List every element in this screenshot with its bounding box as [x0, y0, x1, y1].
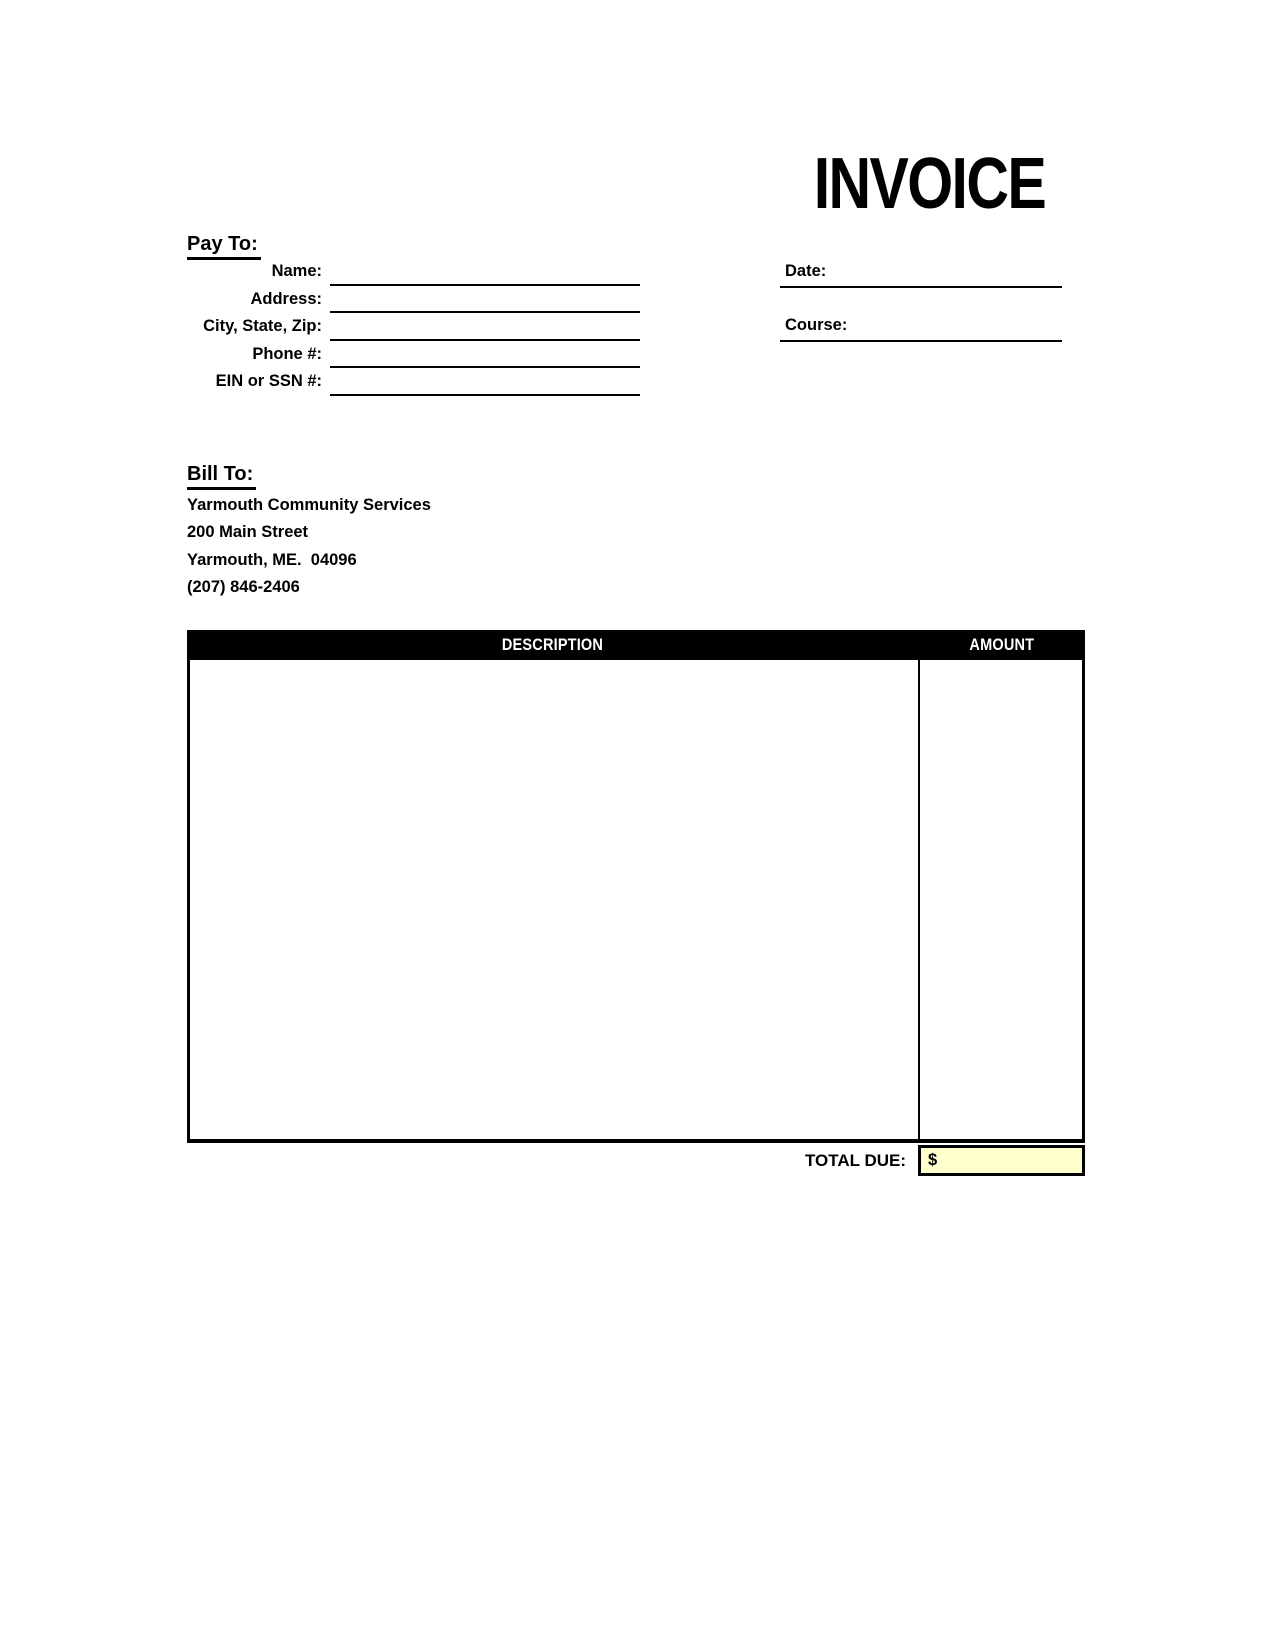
total-due-label: TOTAL DUE:: [804, 1151, 906, 1170]
table-header-row: [187, 630, 1085, 660]
ein-ssn-label: EIN or SSN #:: [215, 372, 322, 391]
phone-label: Phone #:: [252, 344, 322, 363]
description-column-header: [187, 636, 918, 655]
address-input[interactable]: [330, 286, 640, 314]
city-state-zip-field-row: [0, 313, 640, 341]
pay-to-heading: Pay To:: [187, 234, 261, 260]
amount-cell[interactable]: [920, 660, 1082, 1139]
pay-to-fields: [0, 258, 640, 396]
total-amount-field[interactable]: [918, 1145, 1085, 1176]
city-state-zip-label: City, State, Zip:: [203, 317, 322, 336]
currency-symbol: $: [928, 1151, 938, 1169]
ein-ssn-field-row: [0, 368, 640, 396]
description-cell[interactable]: [190, 660, 920, 1139]
name-field-row: [0, 258, 640, 286]
course-input[interactable]: [780, 312, 1062, 342]
page-title: INVOICE: [813, 144, 1045, 224]
bill-to-street: 200 Main Street: [187, 523, 309, 542]
amount-column-header: [918, 636, 1085, 655]
total-row: [187, 1145, 1085, 1176]
items-table: [187, 630, 1085, 1143]
date-input[interactable]: [780, 258, 1062, 288]
name-input[interactable]: [330, 258, 640, 286]
description-header-label: DESCRIPTION: [501, 635, 604, 654]
address-label: Address:: [250, 289, 322, 308]
course-label: Course:: [785, 316, 848, 335]
detail-fields: [780, 258, 1062, 367]
phone-input[interactable]: [330, 341, 640, 369]
table-body: [187, 660, 1085, 1143]
amount-header-label: AMOUNT: [969, 635, 1034, 654]
ein-ssn-input[interactable]: [330, 368, 640, 396]
city-state-zip-input[interactable]: [330, 313, 640, 341]
bill-to-city-state-zip: Yarmouth, ME. 04096: [187, 550, 357, 569]
date-label: Date:: [785, 262, 827, 281]
name-label: Name:: [271, 262, 322, 281]
bill-to-heading: Bill To:: [187, 464, 256, 490]
bill-to-address-block: [187, 492, 431, 602]
bill-to-phone: (207) 846-2406: [187, 578, 300, 597]
address-field-row: [0, 286, 640, 314]
phone-field-row: [0, 341, 640, 369]
bill-to-company: Yarmouth Community Services: [187, 496, 431, 514]
